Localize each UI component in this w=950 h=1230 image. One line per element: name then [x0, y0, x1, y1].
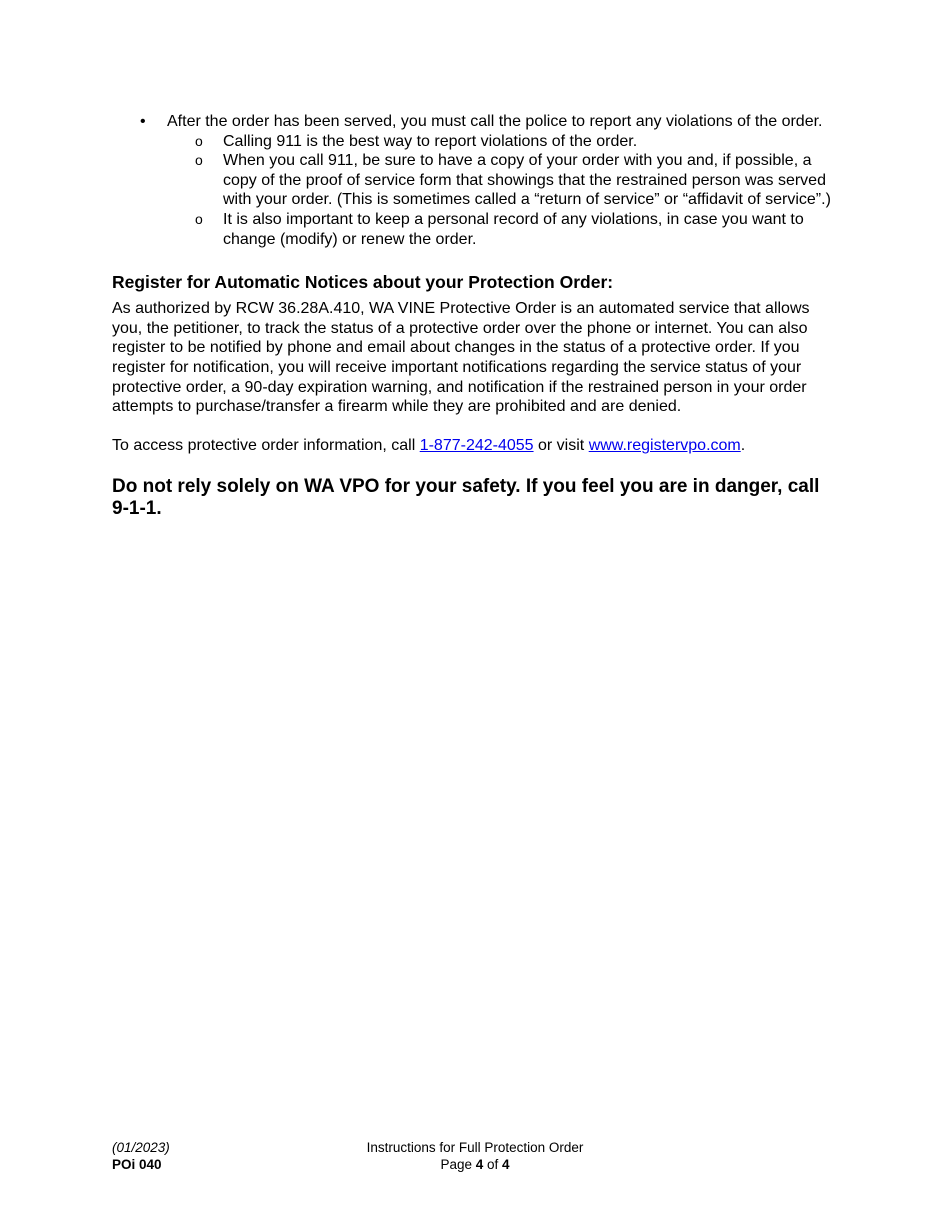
page-current: 4 [475, 1157, 484, 1172]
bullet-text: After the order has been served, you must call the police to report any violations of the order. [167, 113, 823, 130]
phone-link[interactable]: 1-877-242-4055 [419, 437, 534, 455]
sub-bullet-item: o When you call 911, be sure to have a copy of your order with you and, if possible, a copy of the proof of service form that showings that the restrained person was served with your order. (This is sometimes called a “return of service” or “affidavit of service”.) [167, 151, 840, 210]
sub-bullet-item: o It is also important to keep a personal record of any violations, in case you want to change (modify) or renew the order. [167, 210, 840, 249]
sub-bullet-item: o Calling 911 is the best way to report violations of the order. [167, 132, 840, 152]
access-info [112, 436, 840, 456]
sub-bullet-list [167, 132, 840, 250]
footer-title: Instructions for Full Protection Order [366, 1140, 584, 1155]
access-suffix: . [740, 437, 746, 455]
access-middle: or visit [533, 437, 589, 455]
website-link[interactable]: www.registervpo.com [588, 437, 741, 455]
access-prefix: To access protective order information, call [112, 437, 420, 455]
page-of: of [483, 1157, 503, 1172]
page-word: Page [440, 1157, 476, 1172]
page-content [112, 112, 840, 520]
page-total: 4 [502, 1157, 510, 1172]
page-indicator [300, 1156, 650, 1173]
section-body: As authorized by RCW 36.28A.410, WA VINE Protective Order is an automated service that allows you, the petitioner, to track the status of a protective order over the phone or internet. You can also register to be notified by phone and email about changes in the status of a protective order. If you register for notification, you will receive important notifications regarding the service status of your protective order, a 90-day expiration warning, and notification if the restrained person in your order attempts to purchase/transfer a firearm while they are prohibited and are denied. [112, 300, 810, 416]
footer-form-number: POi 040 [112, 1157, 162, 1172]
safety-warning: Do not rely solely on WA VPO for your safety. If you feel you are in danger, call 9-1-1. [112, 475, 820, 519]
section-heading: Register for Automatic Notices about your Protection Order: [112, 272, 614, 293]
bullet-item [112, 112, 840, 249]
bullet-list [112, 112, 840, 249]
footer-date: (01/2023) [112, 1140, 170, 1155]
footer-center [300, 1139, 650, 1173]
footer-left [112, 1139, 170, 1173]
